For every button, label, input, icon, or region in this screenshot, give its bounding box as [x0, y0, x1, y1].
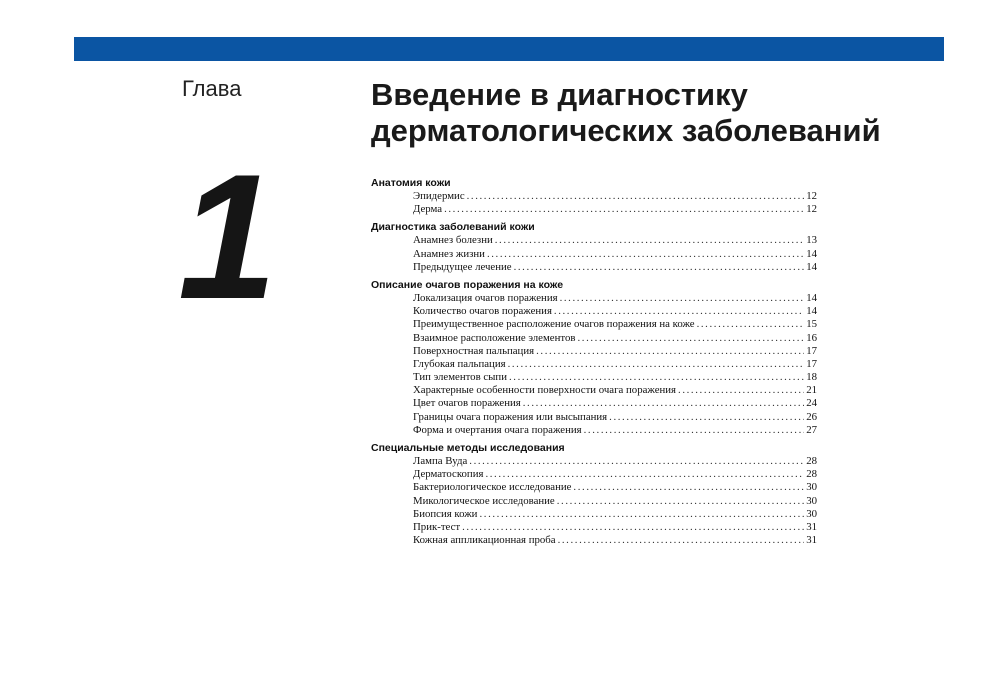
toc-entry[interactable] [413, 411, 817, 424]
toc-entry-label: Микологическое исследование [413, 494, 555, 507]
toc-entry[interactable] [413, 261, 817, 274]
toc-entry-page: 18 [806, 371, 817, 384]
toc-entry-label: Форма и очертания очага поражения [413, 423, 582, 436]
toc-entry[interactable] [413, 305, 817, 318]
toc-entry[interactable] [413, 371, 817, 384]
toc-entry-label: Анамнез болезни [413, 234, 493, 247]
toc-entry-page: 14 [806, 291, 817, 304]
toc-leader-dots [697, 318, 805, 331]
toc-entry-label: Количество очагов поражения [413, 305, 552, 318]
toc-entry[interactable] [413, 203, 817, 216]
toc-leader-dots [609, 411, 804, 424]
toc-entry-page: 15 [806, 318, 817, 331]
toc-entry-page: 13 [806, 234, 817, 247]
toc-entry[interactable] [413, 397, 817, 410]
toc-leader-dots [444, 203, 804, 216]
toc-entry-label: Глубокая пальпация [413, 357, 506, 370]
toc-entry-page: 27 [806, 423, 817, 436]
toc-leader-dots [462, 521, 804, 534]
toc-leader-dots [487, 248, 804, 261]
toc-entry-label: Прик-тест [413, 520, 461, 533]
toc-leader-dots [508, 358, 805, 371]
toc-entry[interactable] [413, 358, 817, 371]
toc-entry-page: 26 [806, 410, 817, 423]
toc-entry[interactable] [413, 521, 817, 534]
toc-entry-page: 31 [806, 534, 817, 547]
toc-entry-label: Тип элементов сыпи [413, 371, 507, 384]
toc-entry-label: Дерматоскопия [413, 468, 484, 481]
toc-entry-label: Анамнез жизни [413, 247, 485, 260]
toc-section [371, 220, 817, 274]
toc-leader-dots [577, 332, 804, 345]
toc-entry-page: 16 [806, 331, 817, 344]
toc-entry[interactable] [413, 332, 817, 345]
toc-entry[interactable] [413, 481, 817, 494]
toc-entry-page: 28 [806, 455, 817, 467]
toc-section-heading: Описание очагов поражения на коже [371, 278, 564, 291]
toc-entry[interactable] [413, 345, 817, 358]
toc-entry-label: Лампа Вуда [413, 455, 468, 467]
toc-leader-dots [536, 345, 804, 358]
toc-entry-page: 31 [806, 520, 817, 533]
toc-section-heading: Диагностика заболеваний кожи [371, 221, 535, 234]
toc-entry-label: Характерные особенности поверхности очага поражения [413, 384, 677, 397]
toc-entry-label: Локализация очагов поражения [413, 291, 558, 304]
toc-entry-page: 21 [806, 384, 817, 397]
toc-entry-label: Взаимное расположение элементов [413, 331, 576, 344]
toc-entry-label: Биопсия кожи [413, 507, 478, 520]
toc-leader-dots [485, 468, 804, 481]
toc-leader-dots [467, 190, 805, 203]
chapter-title-line-2: дерматологических заболеваний [371, 113, 881, 148]
toc-entry-page: 14 [806, 305, 817, 318]
toc-entry[interactable] [413, 468, 817, 481]
toc-entry-page: 30 [806, 481, 817, 494]
toc-entry[interactable] [413, 292, 817, 305]
toc-leader-dots [573, 481, 804, 494]
toc-entry[interactable] [413, 508, 817, 521]
chapter-title-line-1: Введение в диагностику [371, 77, 748, 112]
toc-entry[interactable] [413, 318, 817, 331]
toc-entry-page: 30 [806, 507, 817, 520]
toc-entry-page: 17 [806, 357, 817, 370]
toc-leader-dots [509, 371, 804, 384]
toc-entry[interactable] [413, 534, 817, 547]
toc-entry-label: Кожная аппликационная проба [413, 534, 556, 547]
header-bar [74, 37, 944, 61]
toc-leader-dots [678, 384, 804, 397]
toc-entry-page: 17 [806, 344, 817, 357]
toc-entry-label: Эпидермис [413, 190, 465, 202]
toc-leader-dots [479, 508, 804, 521]
toc-entry[interactable] [413, 248, 817, 261]
chapter-number: 1 [178, 137, 273, 336]
toc-entry-page: 12 [806, 190, 817, 202]
toc-section-heading: Специальные методы исследования [371, 442, 565, 454]
toc-section [371, 176, 817, 216]
toc-entry-label: Дерма [413, 203, 443, 216]
toc-section [371, 278, 817, 437]
chapter-title [371, 77, 951, 149]
toc-entry-label: Границы очага поражения или высыпания [413, 410, 608, 423]
toc-entry-page: 14 [806, 247, 817, 260]
toc-entry[interactable] [413, 455, 817, 468]
toc-entry-label: Поверхностная пальпация [413, 344, 535, 357]
toc-leader-dots [495, 234, 804, 247]
toc-entry-page: 30 [806, 494, 817, 507]
toc-leader-dots [554, 305, 804, 318]
toc-entry-page: 24 [806, 397, 817, 410]
toc-entry[interactable] [413, 495, 817, 508]
toc-entry[interactable] [413, 424, 817, 437]
toc-section-heading: Анатомия кожи [371, 177, 451, 189]
toc-entry-label: Предыдущее лечение [413, 260, 512, 273]
toc-entry[interactable] [413, 384, 817, 397]
toc-entry-label: Преимущественное расположение очагов поражения на коже [413, 318, 695, 331]
chapter-label: Глава [182, 76, 242, 101]
toc-entry-page: 12 [806, 203, 817, 216]
table-of-contents [371, 176, 817, 551]
toc-leader-dots [514, 261, 805, 274]
toc-entry[interactable] [413, 234, 817, 247]
toc-leader-dots [558, 534, 805, 547]
toc-section [371, 441, 817, 547]
toc-entry[interactable] [413, 190, 817, 203]
toc-entry-page: 14 [806, 260, 817, 273]
toc-leader-dots [584, 424, 805, 437]
toc-entry-page: 28 [806, 468, 817, 481]
toc-leader-dots [469, 455, 804, 468]
toc-entry-label: Цвет очагов поражения [413, 397, 521, 410]
toc-leader-dots [523, 397, 804, 410]
toc-leader-dots [560, 292, 805, 305]
toc-leader-dots [557, 495, 804, 508]
toc-entry-label: Бактериологическое исследование [413, 481, 572, 494]
